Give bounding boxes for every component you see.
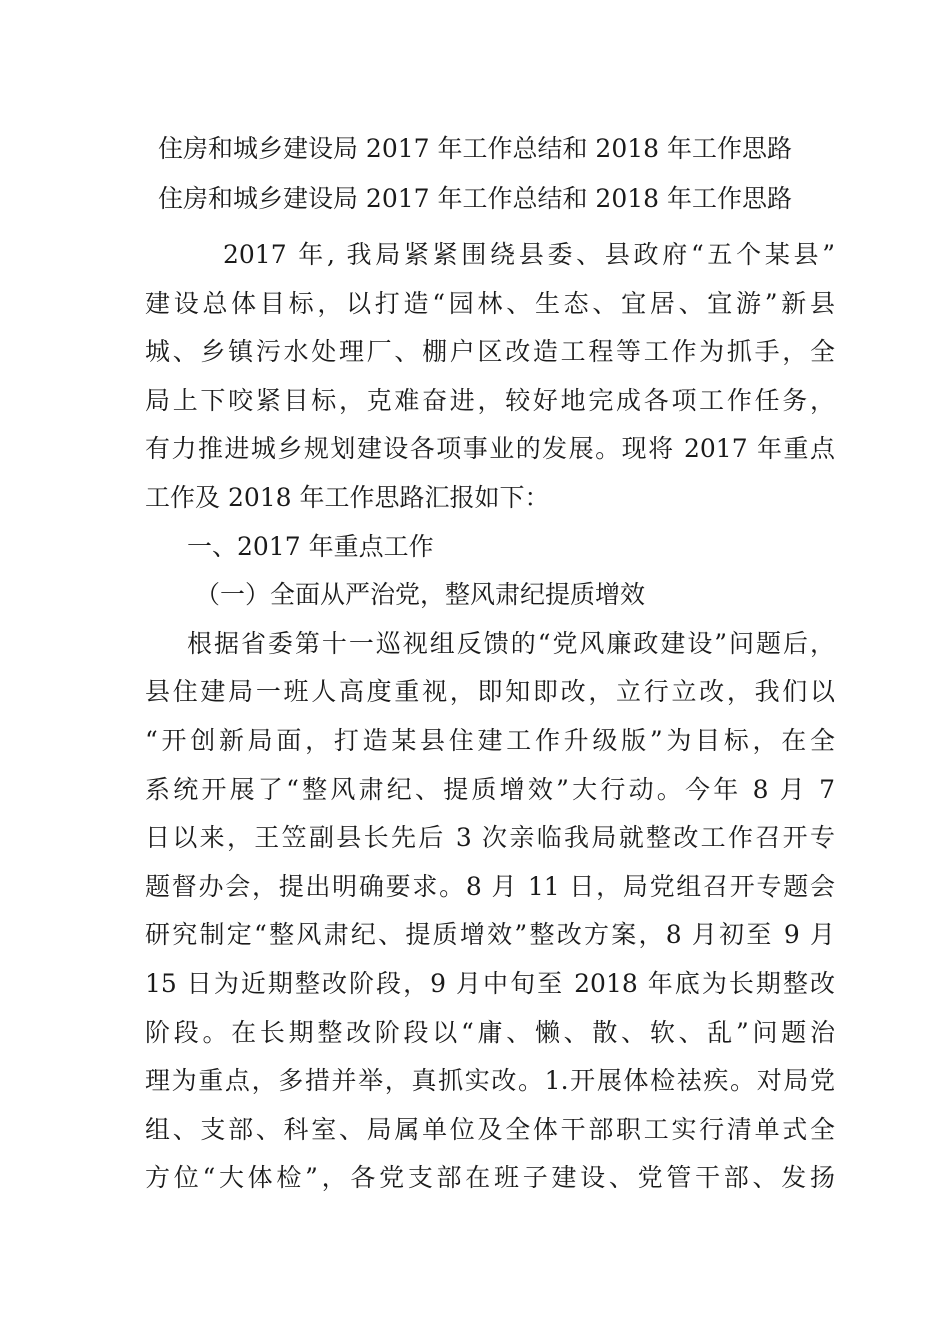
paragraph-line: 方位“大体检”，各党支部在班子建设、党管干部、发扬 [145,1163,835,1193]
section-heading: 一、2017 年重点工作 [187,531,434,561]
paragraph-line: 理为重点，多措并举，真抓实改。1.开展体检祛疾。对局党 [145,1066,835,1096]
paragraph-line: 2017 年, 我局紧紧围绕县委、县政府“五个某县” [223,240,835,269]
paragraph-line: 局上下咬紧目标，克难奋进，较好地完成各项工作任务， [145,385,835,415]
document-body [145,231,835,1203]
paragraph-line: 建设总体目标，以打造“园林、生态、宜居、宜游”新县 [145,288,835,318]
document-title-repeat: 住房和城乡建设局 2017 年工作总结和 2018 年工作思路 [157,184,793,213]
paragraph-line: 根据省委第十一巡视组反馈的“党风廉政建设”问题后， [187,628,835,658]
document-title: 住房和城乡建设局 2017 年工作总结和 2018 年工作思路 [157,134,793,163]
paragraph-line: 系统开展了“整风肃纪、提质增效”大行动。今年 8 月 7 [145,774,835,804]
paragraph-line: 组、支部、科室、局属单位及全体干部职工实行清单式全 [145,1114,835,1144]
paragraph-line: “开创新局面，打造某县住建工作升级版”为目标，在全 [145,725,835,755]
subsection-heading: （一）全面从严治党，整风肃纪提质增效 [195,580,646,610]
paragraph-line: 县住建局一班人高度重视，即知即改，立行立改，我们以 [145,677,835,707]
paragraph-line: 城、乡镇污水处理厂、棚户区改造工程等工作为抓手，全 [145,337,835,367]
paragraph-line: 日以来，王笠副县长先后 3 次亲临我局就整改工作召开专 [145,823,835,853]
paragraph-line: 题督办会，提出明确要求。8 月 11 日，局党组召开专题会 [145,871,835,901]
paragraph-line: 有力推进城乡规划建设各项事业的发展。现将 2017 年重点 [145,434,835,464]
paragraph-line: 15 日为近期整改阶段，9 月中旬至 2018 年底为长期整改 [145,968,835,998]
paragraph-line: 研究制定“整风肃纪、提质增效”整改方案，8 月初至 9 月 [145,920,835,950]
paragraph-line: 工作及 2018 年工作思路汇报如下： [145,482,550,512]
paragraph-line: 阶段。在长期整改阶段以“庸、懒、散、软、乱”问题治 [145,1017,835,1047]
